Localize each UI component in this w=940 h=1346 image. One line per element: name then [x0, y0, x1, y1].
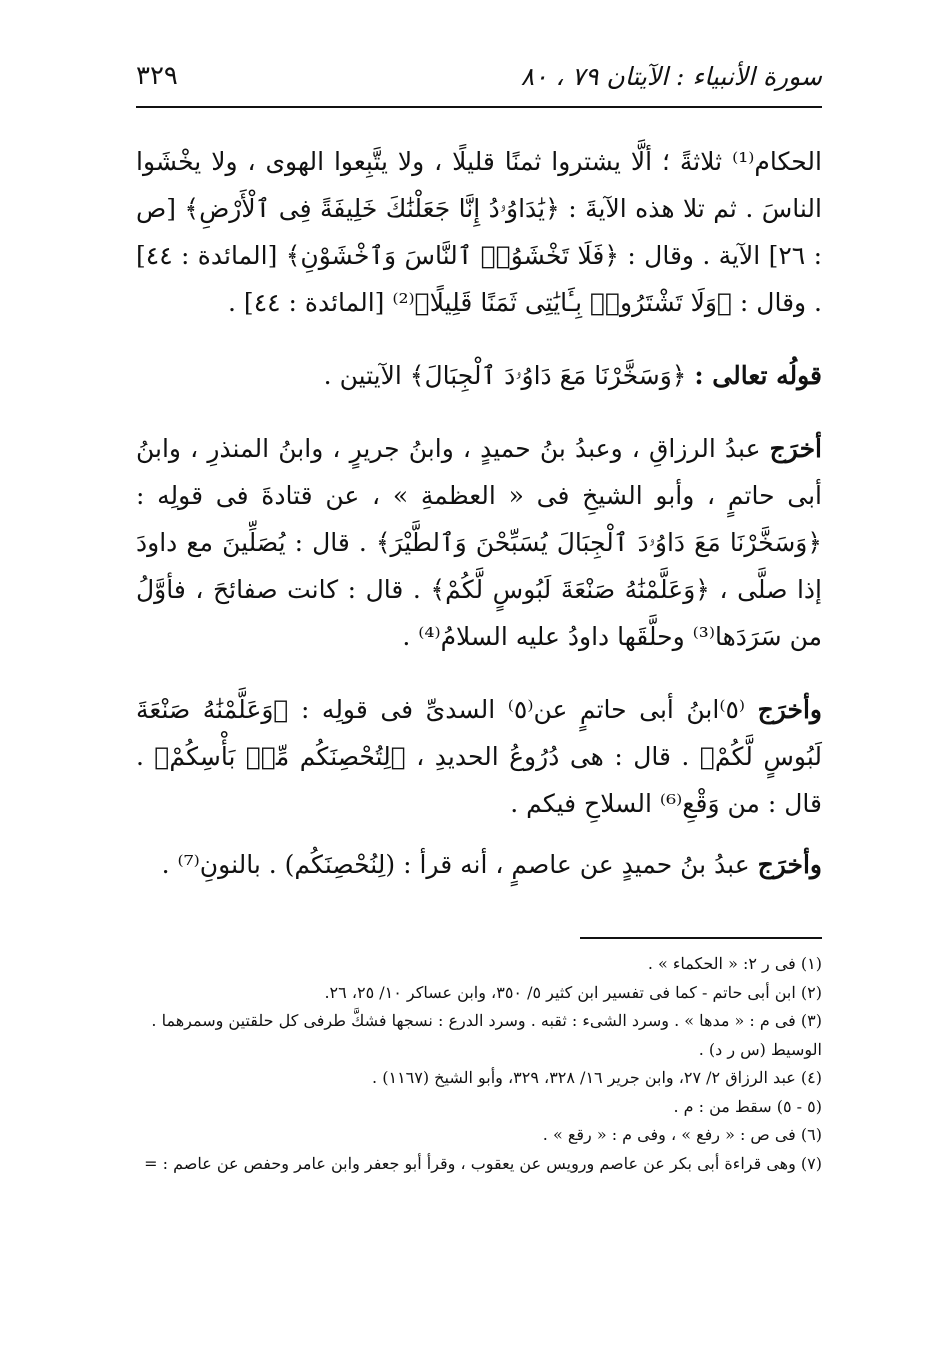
footnote: (٥ - ٥) سقط من : م . — [673, 1096, 822, 1116]
paragraph — [136, 138, 822, 326]
page-number: ٣٢٩ — [136, 61, 178, 91]
paragraph-text: عبدُ الرزاقِ ، وعبدُ بنُ حميدٍ ، وابنُ جريرٍ ، وابنُ المنذرِ ، وابنُ أبى حاتمٍ ، وأبو الشيخِ فى « العظمةِ » ، عن قتادةَ فى قولِه : ﴿وَسَخَّرْنَا مَعَ دَاوُۥدَ ٱلْجِبَالَ يُسَبِّحْنَ وَٱلطَّيْرَ﴾ . قال : يُصَلِّينَ مع داودَ إذا صلَّى ، ﴿وَعَلَّمْنَٰهُ صَنْعَةَ لَبُوسٍ لَّكُمْ﴾ . قال : كانت صفائحَ ، فأوَّلُ من سَرَدَها⁽³⁾ وحلَّقَها داودُ عليه السلامُ⁽⁴⁾ . — [136, 434, 822, 651]
header-rule — [136, 106, 822, 108]
paragraph-text: ﴿وَسَخَّرْنَا مَعَ دَاوُۥدَ ٱلْجِبَالَ﴾ الآيتين . — [323, 361, 695, 390]
paragraph — [136, 352, 822, 399]
paragraph — [136, 686, 822, 827]
paragraph-text: ⁽٥⁾ابنُ أبى حاتمٍ عن⁽٥⁾ السدىِّ فى قولِه : ﴿وَعَلَّمْنَٰهُ صَنْعَةَ لَبُوسٍ لَّكُمْ﴾ . قال : هى دُرُوعُ الحديدِ ، ﴿لِتُحْصِنَكُم مِّنۢ بَأْسِكُمْ﴾ . قال : من وَقْعِ⁽⁶⁾ السلاحِ فيكم . — [136, 695, 822, 818]
paragraph — [136, 841, 822, 888]
footnote: (٧) وهى قراءة أبى بكر عن عاصم ورويس عن يعقوب ، وقرأ أبو جعفر وابن عامر وحفص عن عاصم : = — [144, 1153, 822, 1173]
paragraph-lead: وأخرَج — [757, 850, 822, 879]
main-text — [136, 138, 822, 914]
paragraph — [136, 425, 822, 660]
paragraph-text: عبدُ بنُ حميدٍ عن عاصمٍ ، أنه قرأ : (لِنُحْصِنَكُم) . بالنونِ⁽⁷⁾ . — [161, 850, 758, 879]
running-title: سورة الأنبياء : الآيتان ٧٩ ، ٨٠ — [520, 61, 822, 91]
footnote: (٤) عبد الرزاق ٢/ ٢٧، وابن جرير ١٦/ ٣٢٨، ٣٢٩، وأبو الشيخ (١١٦٧) . — [372, 1068, 822, 1087]
footnote: (٦) فى ص : « رفع » ، وفى م : « رقع » . — [542, 1125, 822, 1144]
paragraph-lead: وأخرَج — [757, 695, 822, 724]
paragraph-text: الحكام⁽¹⁾ ثلاثةً ؛ ألَّا يشتروا ثمنًا قليلًا ، ولا يتَّبِعوا الهوى ، ولا يخْشَوا الناسَ . ثم تلا هذه الآيةَ : ﴿يَٰدَاوُۥدُ إِنَّا جَعَلْنَٰكَ خَلِيفَةً فِى ٱلْأَرْضِ﴾ [ص : ٢٦] الآية . وقال : ﴿فَلَا تَخْشَوُا۟ ٱلنَّاسَ وَٱخْشَوْنِ﴾ [المائدة : ٤٤] . وقال : ﴿وَلَا تَشْتَرُوا۟ بِـَٔايَٰتِى ثَمَنًا قَلِيلًا﴾⁽²⁾ [المائدة : ٤٤] . — [136, 147, 822, 317]
footnotes — [136, 950, 822, 1178]
paragraph-lead: قولُه تعالى : — [694, 361, 822, 390]
footnote: (٢) ابن أبى حاتم - كما فى تفسير ابن كثير ٥/ ٣٥٠، وابن عساكر ١٠/ ٢٥، ٢٦. — [324, 982, 822, 1002]
page-header — [136, 50, 822, 102]
footnote: (١) فى ر ٢: « الحكماء » . — [647, 954, 822, 973]
paragraph-lead: أخرَج — [769, 434, 822, 463]
footnote: (٣) فى م : « مدها » . وسرد الشىء : ثقبه . وسرد الدرع : نسجها فشكَّ طرفى كل حلقتين وسمرهما . الوسيط (س ر د) . — [151, 1011, 822, 1059]
footnote-separator — [580, 937, 822, 939]
